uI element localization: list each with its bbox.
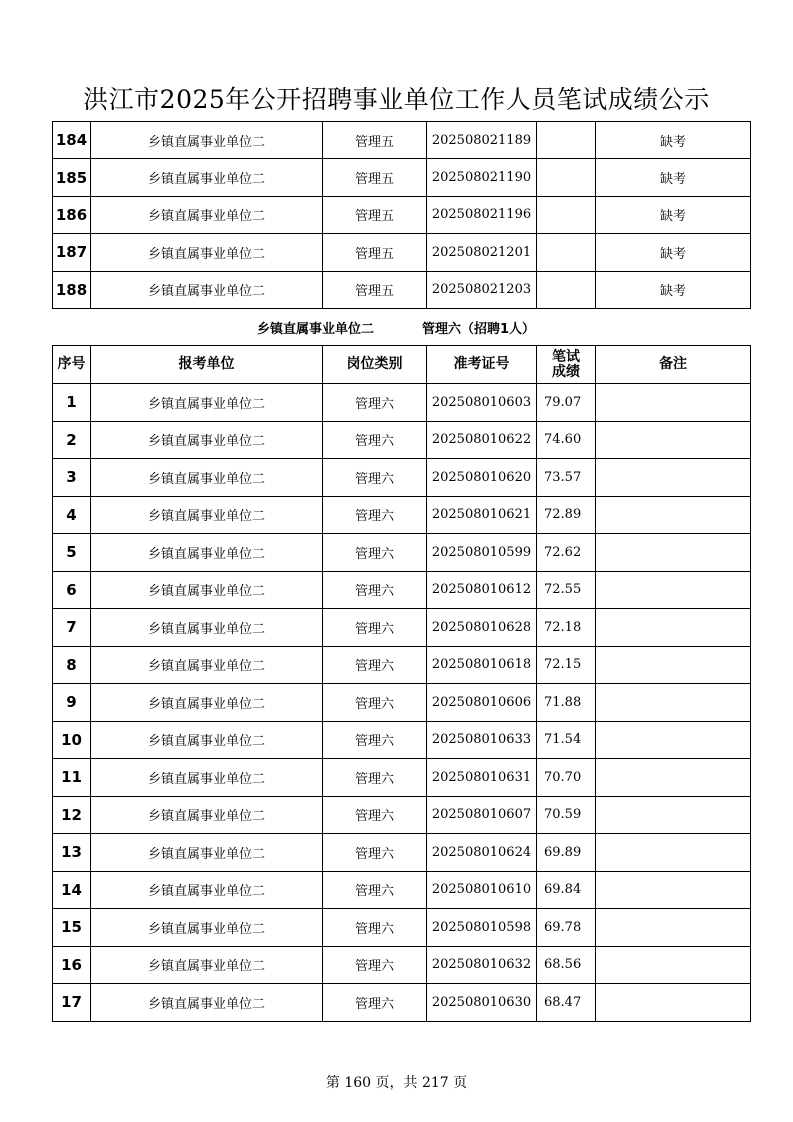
cell-seq: 13 bbox=[53, 834, 91, 872]
cell-category: 管理六 bbox=[323, 421, 427, 459]
cell-note: 缺考 bbox=[596, 196, 751, 233]
table-row bbox=[53, 871, 751, 909]
table-row bbox=[53, 609, 751, 647]
cell-seq: 15 bbox=[53, 909, 91, 947]
table-row bbox=[53, 571, 751, 609]
cell-score bbox=[537, 196, 596, 233]
header-score-line2: 成绩 bbox=[552, 363, 580, 380]
cell-exam-no: 202508010603 bbox=[427, 384, 537, 422]
table-row bbox=[53, 159, 751, 196]
cell-seq: 188 bbox=[53, 271, 91, 308]
cell-score: 72.89 bbox=[537, 496, 596, 534]
cell-note bbox=[596, 984, 751, 1022]
table-row bbox=[53, 196, 751, 233]
results-table bbox=[52, 345, 751, 1022]
cell-unit: 乡镇直属事业单位二 bbox=[91, 796, 323, 834]
table-row bbox=[53, 984, 751, 1022]
cell-unit: 乡镇直属事业单位二 bbox=[91, 684, 323, 722]
cell-seq: 3 bbox=[53, 459, 91, 497]
cell-unit: 乡镇直属事业单位二 bbox=[91, 571, 323, 609]
cell-unit: 乡镇直属事业单位二 bbox=[91, 909, 323, 947]
cell-note bbox=[596, 684, 751, 722]
cell-category: 管理六 bbox=[323, 534, 427, 572]
cell-score: 68.47 bbox=[537, 984, 596, 1022]
cell-unit: 乡镇直属事业单位二 bbox=[91, 459, 323, 497]
table-row bbox=[53, 684, 751, 722]
cell-category: 管理六 bbox=[323, 384, 427, 422]
cell-exam-no: 202508010632 bbox=[427, 946, 537, 984]
cell-note bbox=[596, 871, 751, 909]
table-row bbox=[53, 496, 751, 534]
cell-unit: 乡镇直属事业单位二 bbox=[91, 871, 323, 909]
table-row bbox=[53, 421, 751, 459]
cell-exam-no: 202508010607 bbox=[427, 796, 537, 834]
cell-note bbox=[596, 946, 751, 984]
cell-score: 70.59 bbox=[537, 796, 596, 834]
cell-note bbox=[596, 534, 751, 572]
cell-score: 69.78 bbox=[537, 909, 596, 947]
cell-score: 69.84 bbox=[537, 871, 596, 909]
cell-unit: 乡镇直属事业单位二 bbox=[91, 271, 323, 308]
cell-note bbox=[596, 796, 751, 834]
cell-note bbox=[596, 721, 751, 759]
cell-exam-no: 202508010624 bbox=[427, 834, 537, 872]
table-row bbox=[53, 234, 751, 271]
cell-score: 74.60 bbox=[537, 421, 596, 459]
cell-score: 72.18 bbox=[537, 609, 596, 647]
cell-seq: 5 bbox=[53, 534, 91, 572]
cell-seq: 4 bbox=[53, 496, 91, 534]
continued-results-table bbox=[52, 121, 751, 309]
cell-note bbox=[596, 909, 751, 947]
header-score-line1: 笔试 bbox=[552, 348, 580, 365]
cell-exam-no: 202508010610 bbox=[427, 871, 537, 909]
page-title: 洪江市2025年公开招聘事业单位工作人员笔试成绩公示 bbox=[83, 85, 710, 114]
cell-note: 缺考 bbox=[596, 271, 751, 308]
cell-exam-no: 202508010606 bbox=[427, 684, 537, 722]
cell-score bbox=[537, 234, 596, 271]
cell-unit: 乡镇直属事业单位二 bbox=[91, 159, 323, 196]
cell-exam-no: 202508021201 bbox=[427, 234, 537, 271]
cell-category: 管理五 bbox=[323, 271, 427, 308]
table-row bbox=[53, 459, 751, 497]
cell-category: 管理六 bbox=[323, 909, 427, 947]
cell-category: 管理六 bbox=[323, 646, 427, 684]
cell-note: 缺考 bbox=[596, 234, 751, 271]
section-position: 管理六（招聘1人） bbox=[422, 322, 536, 337]
cell-unit: 乡镇直属事业单位二 bbox=[91, 646, 323, 684]
cell-unit: 乡镇直属事业单位二 bbox=[91, 609, 323, 647]
cell-exam-no: 202508010630 bbox=[427, 984, 537, 1022]
cell-unit: 乡镇直属事业单位二 bbox=[91, 234, 323, 271]
cell-unit: 乡镇直属事业单位二 bbox=[91, 421, 323, 459]
cell-seq: 1 bbox=[53, 384, 91, 422]
cell-seq: 12 bbox=[53, 796, 91, 834]
cell-note bbox=[596, 571, 751, 609]
cell-exam-no: 202508021190 bbox=[427, 159, 537, 196]
cell-score: 72.55 bbox=[537, 571, 596, 609]
cell-category: 管理六 bbox=[323, 571, 427, 609]
cell-exam-no: 202508021196 bbox=[427, 196, 537, 233]
cell-seq: 185 bbox=[53, 159, 91, 196]
section-heading bbox=[0, 316, 793, 338]
cell-unit: 乡镇直属事业单位二 bbox=[91, 122, 323, 159]
cell-note bbox=[596, 496, 751, 534]
cell-seq: 184 bbox=[53, 122, 91, 159]
cell-score bbox=[537, 271, 596, 308]
cell-seq: 16 bbox=[53, 946, 91, 984]
table-row bbox=[53, 834, 751, 872]
cell-unit: 乡镇直属事业单位二 bbox=[91, 196, 323, 233]
header-exam-no: 准考证号 bbox=[427, 346, 537, 384]
cell-category: 管理六 bbox=[323, 496, 427, 534]
cell-unit: 乡镇直属事业单位二 bbox=[91, 759, 323, 797]
cell-note bbox=[596, 384, 751, 422]
cell-exam-no: 202508010618 bbox=[427, 646, 537, 684]
header-seq: 序号 bbox=[53, 346, 91, 384]
cell-score bbox=[537, 159, 596, 196]
cell-score: 73.57 bbox=[537, 459, 596, 497]
cell-exam-no: 202508010631 bbox=[427, 759, 537, 797]
cell-category: 管理五 bbox=[323, 159, 427, 196]
cell-score: 71.54 bbox=[537, 721, 596, 759]
page-footer: 第 160 页，共 217 页 bbox=[325, 1075, 468, 1091]
cell-exam-no: 202508010621 bbox=[427, 496, 537, 534]
cell-seq: 7 bbox=[53, 609, 91, 647]
cell-score: 68.56 bbox=[537, 946, 596, 984]
table-row bbox=[53, 534, 751, 572]
cell-seq: 17 bbox=[53, 984, 91, 1022]
cell-note bbox=[596, 759, 751, 797]
cell-unit: 乡镇直属事业单位二 bbox=[91, 984, 323, 1022]
header-category: 岗位类别 bbox=[323, 346, 427, 384]
cell-exam-no: 202508010620 bbox=[427, 459, 537, 497]
table-row bbox=[53, 759, 751, 797]
cell-seq: 186 bbox=[53, 196, 91, 233]
cell-seq: 2 bbox=[53, 421, 91, 459]
cell-note: 缺考 bbox=[596, 159, 751, 196]
cell-category: 管理六 bbox=[323, 684, 427, 722]
cell-exam-no: 202508010612 bbox=[427, 571, 537, 609]
cell-note: 缺考 bbox=[596, 122, 751, 159]
cell-seq: 6 bbox=[53, 571, 91, 609]
cell-score: 72.15 bbox=[537, 646, 596, 684]
cell-seq: 8 bbox=[53, 646, 91, 684]
cell-exam-no: 202508010598 bbox=[427, 909, 537, 947]
section-unit: 乡镇直属事业单位二 bbox=[257, 322, 375, 337]
table-header-row bbox=[53, 346, 751, 384]
cell-unit: 乡镇直属事业单位二 bbox=[91, 721, 323, 759]
cell-category: 管理六 bbox=[323, 759, 427, 797]
cell-seq: 10 bbox=[53, 721, 91, 759]
continued-results-body bbox=[53, 122, 751, 309]
cell-category: 管理六 bbox=[323, 871, 427, 909]
cell-category: 管理六 bbox=[323, 834, 427, 872]
cell-note bbox=[596, 834, 751, 872]
cell-score: 70.70 bbox=[537, 759, 596, 797]
header-note: 备注 bbox=[596, 346, 751, 384]
cell-score: 72.62 bbox=[537, 534, 596, 572]
cell-unit: 乡镇直属事业单位二 bbox=[91, 496, 323, 534]
cell-exam-no: 202508010633 bbox=[427, 721, 537, 759]
header-score bbox=[537, 346, 596, 384]
cell-exam-no: 202508010622 bbox=[427, 421, 537, 459]
cell-exam-no: 202508010628 bbox=[427, 609, 537, 647]
table-row bbox=[53, 796, 751, 834]
table-row bbox=[53, 122, 751, 159]
cell-category: 管理六 bbox=[323, 721, 427, 759]
cell-category: 管理六 bbox=[323, 459, 427, 497]
cell-category: 管理五 bbox=[323, 234, 427, 271]
cell-score: 79.07 bbox=[537, 384, 596, 422]
cell-exam-no: 202508010599 bbox=[427, 534, 537, 572]
cell-score bbox=[537, 122, 596, 159]
cell-category: 管理六 bbox=[323, 609, 427, 647]
cell-unit: 乡镇直属事业单位二 bbox=[91, 834, 323, 872]
cell-category: 管理五 bbox=[323, 196, 427, 233]
cell-unit: 乡镇直属事业单位二 bbox=[91, 384, 323, 422]
cell-category: 管理六 bbox=[323, 796, 427, 834]
results-body bbox=[53, 384, 751, 1022]
cell-category: 管理五 bbox=[323, 122, 427, 159]
cell-note bbox=[596, 646, 751, 684]
cell-category: 管理六 bbox=[323, 984, 427, 1022]
table-row bbox=[53, 646, 751, 684]
cell-unit: 乡镇直属事业单位二 bbox=[91, 534, 323, 572]
table-row bbox=[53, 909, 751, 947]
cell-note bbox=[596, 609, 751, 647]
cell-exam-no: 202508021189 bbox=[427, 122, 537, 159]
cell-seq: 11 bbox=[53, 759, 91, 797]
cell-seq: 14 bbox=[53, 871, 91, 909]
cell-exam-no: 202508021203 bbox=[427, 271, 537, 308]
table-row bbox=[53, 271, 751, 308]
table-row bbox=[53, 946, 751, 984]
cell-unit: 乡镇直属事业单位二 bbox=[91, 946, 323, 984]
cell-score: 69.89 bbox=[537, 834, 596, 872]
cell-note bbox=[596, 421, 751, 459]
header-unit: 报考单位 bbox=[91, 346, 323, 384]
cell-seq: 187 bbox=[53, 234, 91, 271]
table-row bbox=[53, 384, 751, 422]
cell-seq: 9 bbox=[53, 684, 91, 722]
table-row bbox=[53, 721, 751, 759]
cell-score: 71.88 bbox=[537, 684, 596, 722]
cell-note bbox=[596, 459, 751, 497]
cell-category: 管理六 bbox=[323, 946, 427, 984]
